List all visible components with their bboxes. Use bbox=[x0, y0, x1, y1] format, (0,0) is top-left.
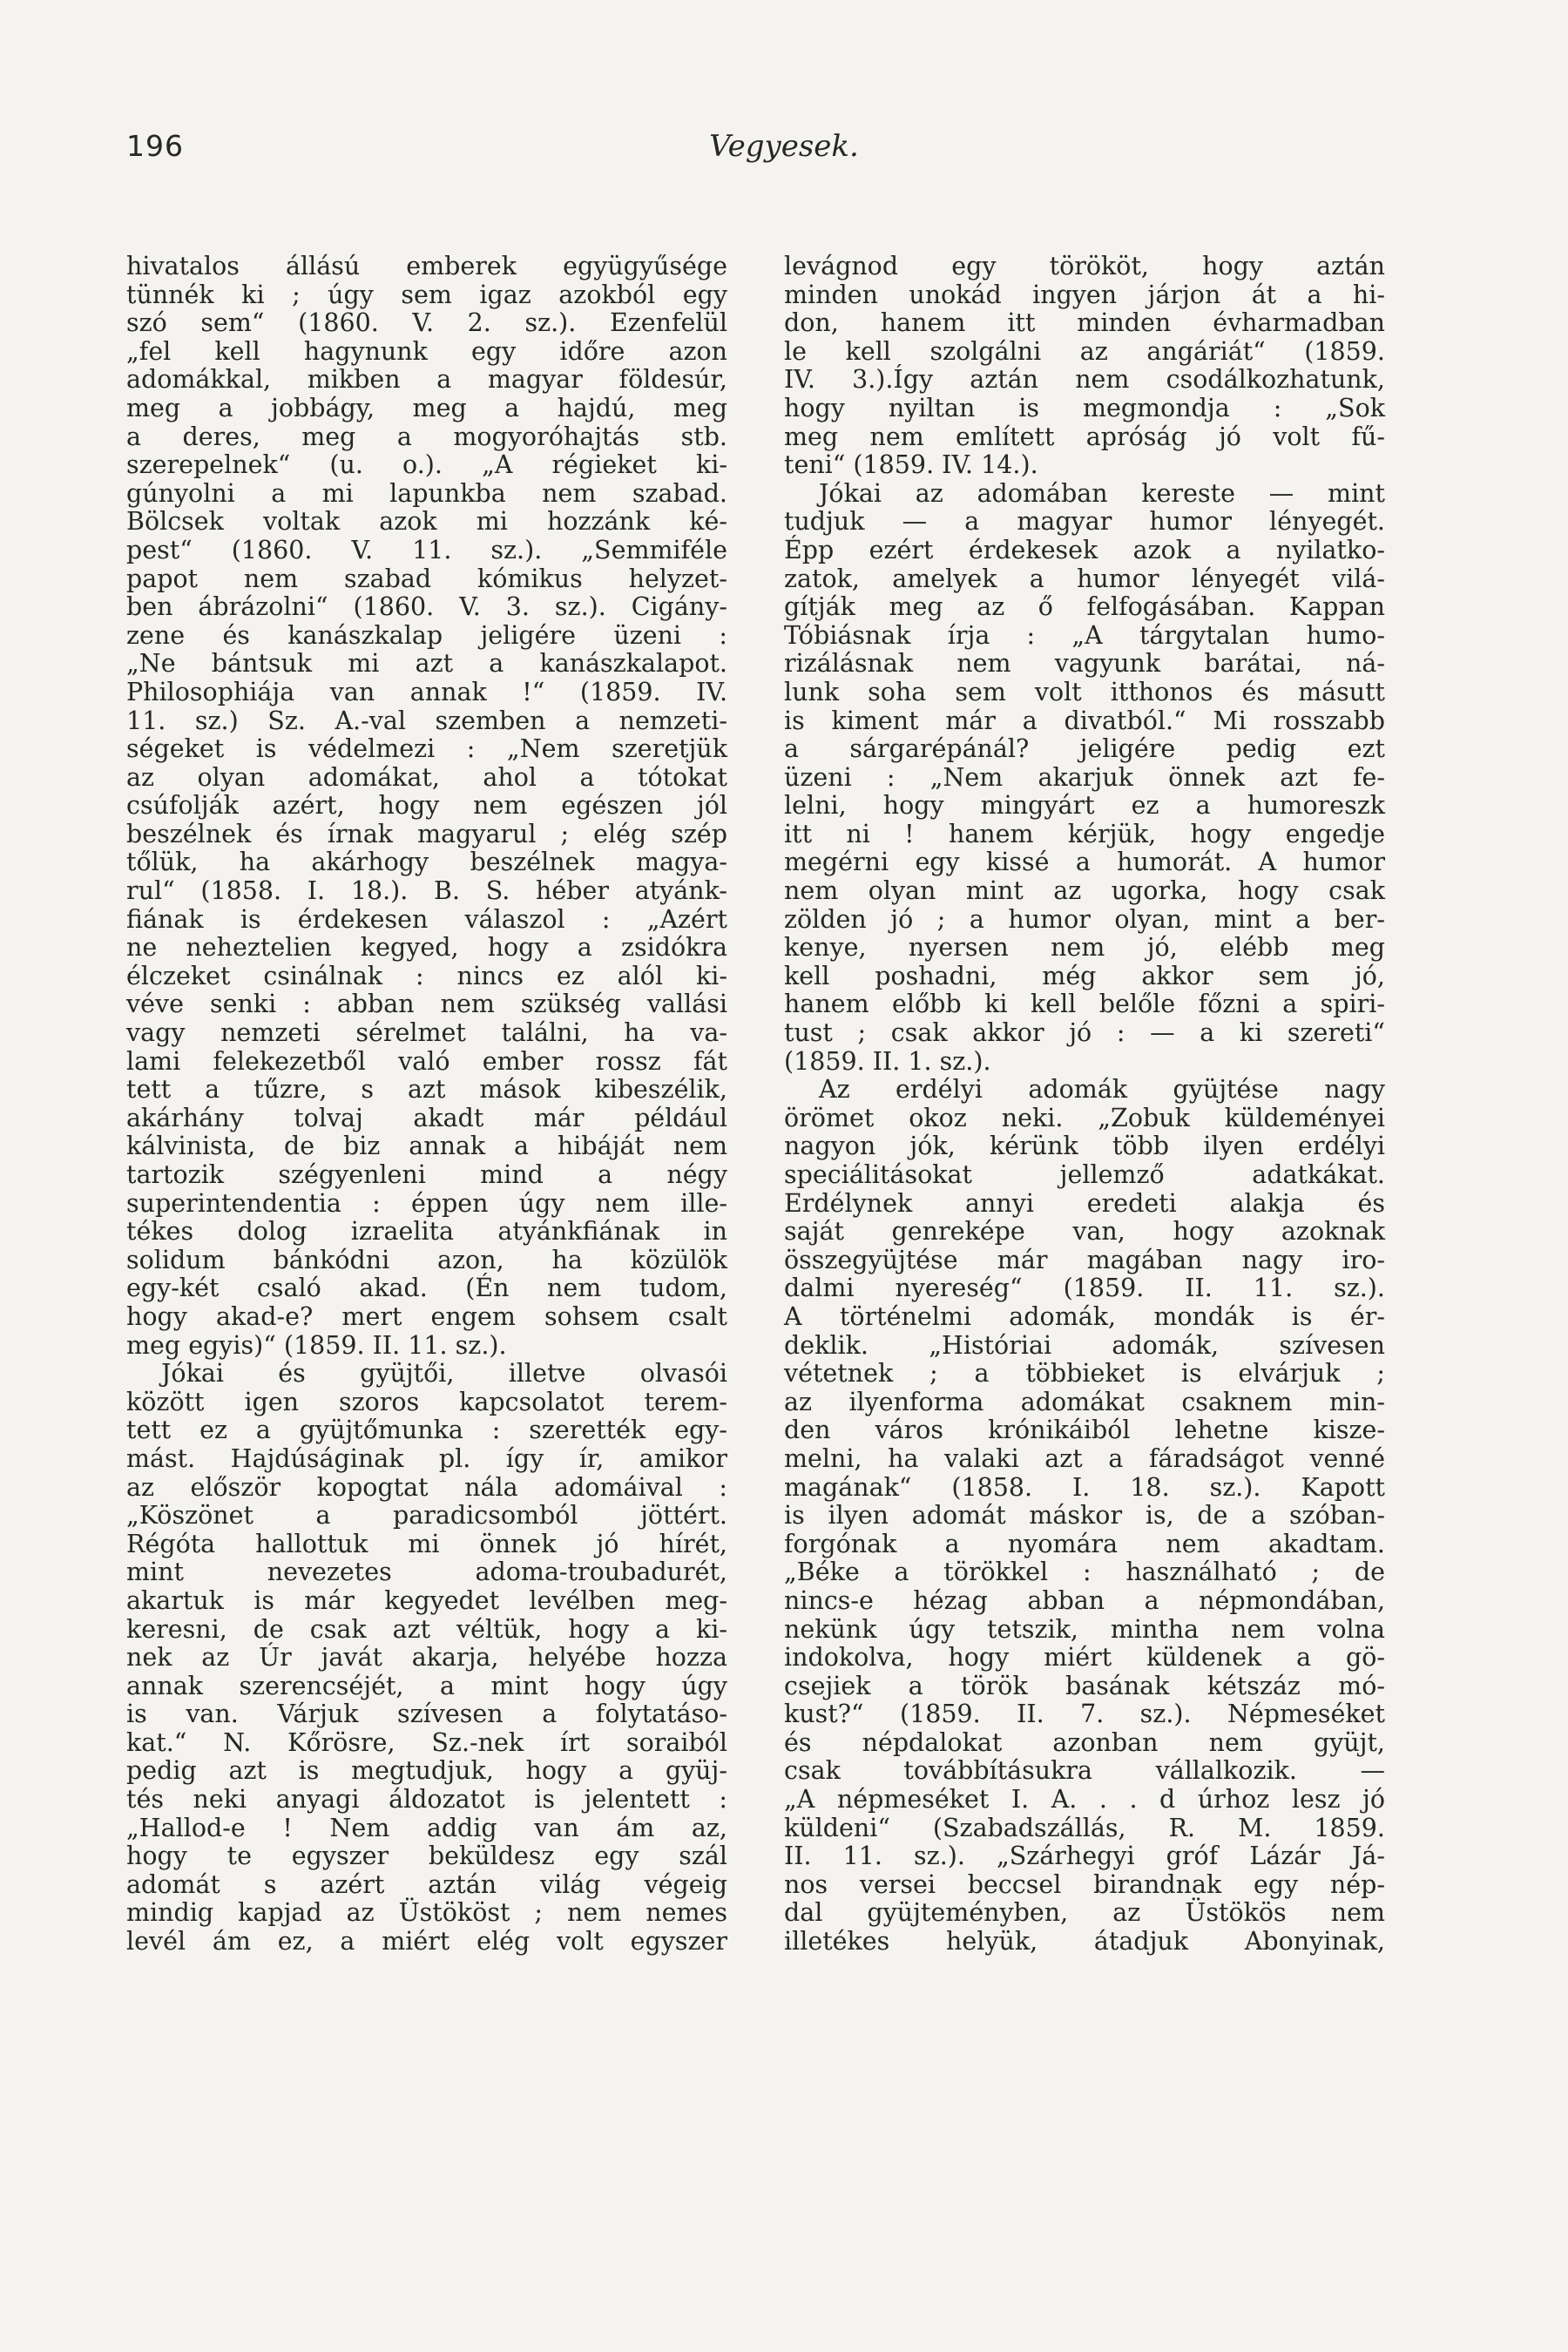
text-line: akárhány tolvaj akadt már például bbox=[126, 1103, 727, 1132]
text-line: nekünk úgy tetszik, mintha nem volna bbox=[784, 1614, 1385, 1644]
text-line: beszélnek és írnak magyarul ; elég szép bbox=[126, 819, 727, 848]
text-line: hivatalos állású emberek együgyűsége bbox=[126, 252, 727, 280]
text-line: hanem előbb ki kell belőle főzni a spiri- bbox=[784, 990, 1385, 1019]
text-line: rul“ (1858. I. 18.). B. S. héber atyánk- bbox=[126, 876, 727, 906]
text-line: egy-két csaló akad. (Én nem tudom, bbox=[126, 1274, 727, 1303]
text-line: vétetnek ; a többieket is elvárjuk ; bbox=[784, 1359, 1385, 1389]
text-line: nem olyan mint az ugorka, hogy csak bbox=[784, 876, 1385, 906]
text-line: Az erdélyi adomák gyüjtése nagy bbox=[819, 1075, 1385, 1105]
text-line: és népdalokat azonban nem gyüjt, bbox=[784, 1727, 1385, 1757]
text-line: den város krónikáiból lehetne kisze- bbox=[784, 1416, 1385, 1445]
text-line: melni, ha valaki azt a fáradságot venné bbox=[784, 1443, 1385, 1473]
text-line: szó sem“ (1860. V. 2. sz.). Ezenfelül bbox=[126, 308, 727, 338]
text-line: Régóta hallottuk mi önnek jó hírét, bbox=[126, 1529, 727, 1558]
text-line: a deres, meg a mogyoróhajtás stb. bbox=[126, 422, 727, 451]
text-line: nincs-e hézag abban a népmondában, bbox=[784, 1585, 1385, 1615]
text-line: a sárgarépánál? jeligére pedig ezt bbox=[784, 734, 1385, 764]
text-line: „Ne bántsuk mi azt a kanászkalapot. bbox=[126, 649, 727, 679]
text-line: (1859. II. 1. sz.). bbox=[784, 1046, 991, 1076]
text-line: Bölcsek voltak azok mi hozzánk ké- bbox=[126, 507, 727, 537]
text-line: dal gyüjteményben, az Üstökös nem bbox=[784, 1898, 1385, 1928]
text-line: mindig kapjad az Üstököst ; nem nemes bbox=[126, 1898, 727, 1928]
text-line: az olyan adomákat, ahol a tótokat bbox=[126, 762, 727, 792]
text-line: tust ; csak akkor jó : — a ki szereti“ bbox=[784, 1018, 1385, 1048]
text-line: az ilyenforma adomákat csaknem min- bbox=[784, 1387, 1385, 1416]
text-line: Jókai az adomában kereste — mint bbox=[819, 478, 1385, 508]
text-line: is van. Várjuk szívesen a folytatáso- bbox=[126, 1700, 727, 1729]
text-line: kell poshadni, még akkor sem jó, bbox=[784, 961, 1385, 990]
text-line: tékes dolog izraelita atyánkfiának in bbox=[126, 1217, 727, 1247]
text-line: A történelmi adomák, mondák is ér- bbox=[784, 1301, 1385, 1331]
text-line: papot nem szabad kómikus helyzet- bbox=[126, 564, 727, 593]
page-number: 196 bbox=[126, 129, 184, 163]
text-line: csejiek a török basának kétszáz mó- bbox=[784, 1671, 1385, 1700]
text-line: don, hanem itt minden évharmadban bbox=[784, 308, 1385, 338]
text-line: tartozik szégyenleni mind a négy bbox=[126, 1160, 727, 1189]
text-line: üzeni : „Nem akarjuk önnek azt fe- bbox=[784, 762, 1385, 792]
text-line: teni“ (1859. IV. 14.). bbox=[784, 450, 1038, 480]
text-line: küldeni“ (Szabadszállás, R. M. 1859. bbox=[784, 1813, 1385, 1842]
text-line: mint nevezetes adoma-troubadurét, bbox=[126, 1558, 727, 1587]
text-line: kat.“ N. Kőrösre, Sz.-nek írt soraiból bbox=[126, 1727, 727, 1757]
text-line: megérni egy kissé a humorát. A humor bbox=[784, 848, 1385, 877]
text-line: II. 11. sz.). „Szárhegyi gróf Lázár Já- bbox=[784, 1842, 1385, 1871]
running-title: Vegyesek. bbox=[709, 129, 859, 164]
text-line: lelni, hogy mingyárt ez a humoreszk bbox=[784, 791, 1385, 821]
text-line: véve senki : abban nem szükség vallási bbox=[126, 990, 727, 1019]
text-line: IV. 3.).Így aztán nem csodálkozhatunk, bbox=[784, 365, 1385, 395]
text-line: saját genreképe van, hogy azoknak bbox=[784, 1217, 1385, 1247]
text-line: zölden jó ; a humor olyan, mint a ber- bbox=[784, 904, 1385, 934]
text-line: „Köszönet a paradicsomból jöttért. bbox=[126, 1501, 727, 1531]
text-line: „A népmeséket I. A. . . d úrhoz lesz jó bbox=[784, 1785, 1385, 1815]
text-line: hogy te egyszer beküldesz egy szál bbox=[126, 1842, 727, 1871]
text-line: meg egyis)“ (1859. II. 11. sz.). bbox=[126, 1330, 507, 1360]
text-line: nos versei beccsel birandnak egy nép- bbox=[784, 1869, 1385, 1899]
text-line: Jókai és gyüjtői, illetve olvasói bbox=[161, 1359, 727, 1389]
text-line: minden unokád ingyen járjon át a hi- bbox=[784, 280, 1385, 309]
text-line: gítják meg az ő felfogásában. Kappan bbox=[784, 592, 1385, 622]
text-line: itt ni ! hanem kérjük, hogy engedje bbox=[784, 819, 1385, 848]
text-line: adomákkal, mikben a magyar földesúr, bbox=[126, 365, 727, 395]
text-line: gúnyolni a mi lapunkba nem szabad. bbox=[126, 478, 727, 508]
text-line: tudjuk — a magyar humor lényegét. bbox=[784, 507, 1385, 537]
text-line: meg a jobbágy, meg a hajdú, meg bbox=[126, 393, 727, 422]
text-line: akartuk is már kegyedet levélben meg- bbox=[126, 1585, 727, 1615]
text-line: hogy akad-e? mert engem sohsem csalt bbox=[126, 1301, 727, 1331]
text-line: lunk soha sem volt itthonos és másutt bbox=[784, 677, 1385, 706]
left-text-column bbox=[126, 253, 727, 1957]
text-line: annak szerencséjét, a mint hogy úgy bbox=[126, 1671, 727, 1700]
text-line: „Béke a törökkel : használható ; de bbox=[784, 1558, 1385, 1587]
text-line: solidum bánkódni azon, ha közülök bbox=[126, 1245, 727, 1274]
text-line: összegyüjtése már magában nagy iro- bbox=[784, 1245, 1385, 1274]
text-line: tett ez a gyüjtőmunka : szerették egy- bbox=[126, 1416, 727, 1445]
text-line: „Hallod-e ! Nem addig van ám az, bbox=[126, 1813, 727, 1842]
text-line: forgónak a nyomára nem akadtam. bbox=[784, 1529, 1385, 1558]
page-header bbox=[126, 129, 1442, 172]
right-text-column bbox=[784, 253, 1385, 1957]
text-line: rizálásnak nem vagyunk barátai, ná- bbox=[784, 649, 1385, 679]
text-line: dalmi nyereség“ (1859. II. 11. sz.). bbox=[784, 1274, 1385, 1303]
text-line: lami felekezetből való ember rossz fát bbox=[126, 1046, 727, 1076]
text-line: szerepelnek“ (u. o.). „A régieket ki- bbox=[126, 450, 727, 480]
text-line: magának“ (1858. I. 18. sz.). Kapott bbox=[784, 1472, 1385, 1502]
text-line: Tóbiásnak írja : „A tárgytalan humo- bbox=[784, 620, 1385, 650]
text-line: pedig azt is megtudjuk, hogy a gyüj- bbox=[126, 1756, 727, 1786]
text-line: tünnék ki ; úgy sem igaz azokból egy bbox=[126, 280, 727, 309]
text-line: ben ábrázolni“ (1860. V. 3. sz.). Cigány- bbox=[126, 592, 727, 622]
text-line: nek az Úr javát akarja, helyébe hozza bbox=[126, 1643, 727, 1673]
text-line: között igen szoros kapcsolatot terem- bbox=[126, 1387, 727, 1416]
text-line: superintendentia : éppen úgy nem ille- bbox=[126, 1188, 727, 1218]
text-line: tett a tűzre, s azt mások kibeszélik, bbox=[126, 1075, 727, 1105]
text-line: Philosophiája van annak !“ (1859. IV. bbox=[126, 677, 727, 706]
text-line: csak továbbításukra vállalkozik. — bbox=[784, 1756, 1385, 1786]
text-line: ne neheztelien kegyed, hogy a zsidókra bbox=[126, 933, 727, 963]
text-line: illetékes helyük, átadjuk Abonyinak, bbox=[784, 1927, 1385, 1957]
text-line: pest“ (1860. V. 11. sz.). „Semmiféle bbox=[126, 535, 727, 564]
text-line: nagyon jók, kérünk több ilyen erdélyi bbox=[784, 1132, 1385, 1161]
text-line: örömet okoz neki. „Zobuk küldeményei bbox=[784, 1103, 1385, 1132]
text-line: 11. sz.) Sz. A.-val szemben a nemzeti- bbox=[126, 706, 727, 735]
text-line: keresni, de csak azt véltük, hogy a ki- bbox=[126, 1614, 727, 1644]
text-line: Erdélynek annyi eredeti alakja és bbox=[784, 1188, 1385, 1218]
text-line: zene és kanászkalap jeligére üzeni : bbox=[126, 620, 727, 650]
text-line: levél ám ez, a miért elég volt egyszer bbox=[126, 1927, 727, 1957]
text-line: az először kopogtat nála adomáival : bbox=[126, 1472, 727, 1502]
text-line: ségeket is védelmezi : „Nem szeretjük bbox=[126, 734, 727, 764]
text-line: levágnod egy törököt, hogy aztán bbox=[784, 252, 1385, 280]
text-line: meg nem említett apróság jó volt fű- bbox=[784, 422, 1385, 451]
text-line: fiának is érdekesen válaszol : „Azért bbox=[126, 904, 727, 934]
text-line: mást. Hajdúságinak pl. így ír, amikor bbox=[126, 1443, 727, 1473]
text-line: adomát s azért aztán világ végeig bbox=[126, 1869, 727, 1899]
text-line: deklik. „Históriai adomák, szívesen bbox=[784, 1330, 1385, 1360]
text-line: „fel kell hagynunk egy időre azon bbox=[126, 336, 727, 366]
text-line: tés neki anyagi áldozatot is jelentett : bbox=[126, 1785, 727, 1815]
text-line: kenye, nyersen nem jó, elébb meg bbox=[784, 933, 1385, 963]
text-line: zatok, amelyek a humor lényegét vilá- bbox=[784, 564, 1385, 593]
text-line: csúfolják azért, hogy nem egészen jól bbox=[126, 791, 727, 821]
text-line: is ilyen adomát máskor is, de a szóban- bbox=[784, 1501, 1385, 1531]
text-line: le kell szolgálni az angáriát“ (1859. bbox=[784, 336, 1385, 366]
text-line: tőlük, ha akárhogy beszélnek magya- bbox=[126, 848, 727, 877]
text-line: élczeket csinálnak : nincs ez alól ki- bbox=[126, 961, 727, 990]
text-line: speciálitásokat jellemző adatkákat. bbox=[784, 1160, 1385, 1189]
text-line: vagy nemzeti sérelmet találni, ha va- bbox=[126, 1018, 727, 1048]
text-line: hogy nyiltan is megmondja : „Sok bbox=[784, 393, 1385, 422]
text-line: indokolva, hogy miért küldenek a gö- bbox=[784, 1643, 1385, 1673]
text-line: is kiment már a divatból.“ Mi rosszabb bbox=[784, 706, 1385, 735]
text-line: kálvinista, de biz annak a hibáját nem bbox=[126, 1132, 727, 1161]
text-line: kust?“ (1859. II. 7. sz.). Népmeséket bbox=[784, 1700, 1385, 1729]
text-line: Épp ezért érdekesek azok a nyilatko- bbox=[784, 535, 1385, 564]
